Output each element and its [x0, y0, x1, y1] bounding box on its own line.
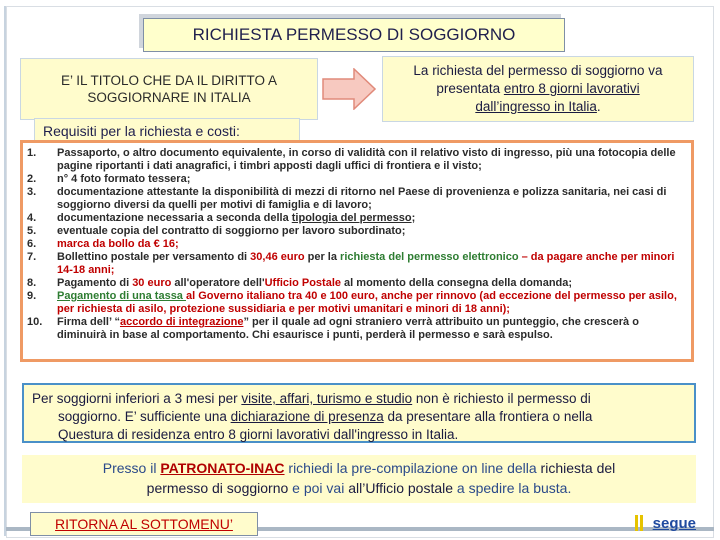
accordo-integrazione-link[interactable]: accordo di integrazione: [119, 316, 244, 328]
requirements-label: Requisiti per la richiesta e costi:: [34, 118, 300, 142]
short-stay-info-box: Per soggiorni inferiori a 3 mesi per visite, affari, turismo e studio non è richiesto il permesso di soggiorno. E’ sufficiente una dichiarazione di presenza da presentare alla frontiera o nella Questura di residenza entro 8 giorni lavorativi dall'ingresso in Italia.: [22, 383, 696, 443]
deadline-link[interactable]: entro 8 giorni lavorativi: [503, 81, 640, 96]
requirements-list: [20, 140, 694, 362]
list-item: 3. documentazione attestante la disponibilità di mezzi di ritorno nel Paese di provenienza e polizza sanitaria, nei casi di soggiorno diversi da quelli per motivi di famiglia e di lavoro;: [27, 186, 667, 211]
next-bars-icon: [635, 515, 649, 531]
deadline-line-1: La richiesta del permesso di soggiorno va: [413, 63, 663, 78]
patronato-link[interactable]: PATRONATO-INAC: [160, 460, 285, 476]
next-button-label: segue: [652, 514, 696, 532]
page-title: RICHIESTA PERMESSO DI SOGGIORNO: [143, 18, 565, 52]
list-item: 2. n° 4 foto formato tessera;: [27, 173, 191, 185]
definition-box: [20, 58, 318, 120]
dichiarazione-presenza-link[interactable]: dichiarazione di presenza: [230, 409, 384, 424]
list-item: 10. Firma dell’ “accordo di integrazione” per il quale ad ogni straniero verrà attribuito un punteggio, che crescerà o diminuirà in base al comportamento. Chi esaurisce i punti, perderà il permesso e sarà espulso.: [27, 316, 639, 341]
visite-affari-link[interactable]: visite, affari, turismo e studio: [241, 391, 413, 406]
back-to-submenu-button[interactable]: RITORNA AL SOTTOMENU’: [30, 512, 258, 536]
definition-line-1: E’ IL TITOLO CHE DA IL DIRITTO A: [60, 73, 278, 88]
list-item: 9. Pagamento di una tassa al Governo italiano tra 40 e 100 euro, anche per rinnovo (ad eccezione del permesso per asilo, per richiesta di asilo, protezione sussidiaria e per motivi umanitari e minori di 18 anni);: [27, 290, 677, 315]
deadline-line-2: presentata entro 8 giorni lavorativi: [436, 81, 640, 96]
deadline-line-3: dall’ingresso in Italia.: [475, 99, 601, 114]
list-item: 5. eventuale copia del contratto di soggiorno per lavoro subordinato;: [27, 225, 406, 237]
patronato-info-box: Presso il PATRONATO-INAC richiedi la pre-compilazione on line della richiesta del permesso di soggiorno e poi vai all’Ufficio postale a spedire la busta.: [22, 455, 696, 503]
deadline-box: [382, 56, 694, 122]
arrow-right-icon: [322, 68, 376, 110]
tassa-link[interactable]: Pagamento di una tassa: [57, 290, 186, 302]
next-button[interactable]: [622, 512, 696, 534]
definition-line-2: SOGGIORNARE IN ITALIA: [87, 90, 251, 105]
list-item: 7. Bollettino postale per versamento di 30,46 euro per la richiesta del permesso elettronico – da pagare anche per minori 14-18 anni;: [27, 251, 675, 276]
list-item: 8. Pagamento di 30 euro all'operatore dell'Ufficio Postale al momento della consegna della domanda;: [27, 277, 573, 289]
list-item: 1. Passaporto, o altro documento equivalente, in corso di validità con il relativo visto di ingresso, più una fotocopia delle pagine riportanti i dati anagrafici, i timbri apposti dagli uffici di frontiera e il visto;: [27, 147, 676, 172]
tipologia-permesso-link[interactable]: tipologia del permesso: [291, 212, 412, 224]
list-item: 6. marca da bollo da € 16;: [27, 238, 179, 250]
list-item: 4. documentazione necessaria a seconda della tipologia del permesso;: [27, 212, 416, 224]
